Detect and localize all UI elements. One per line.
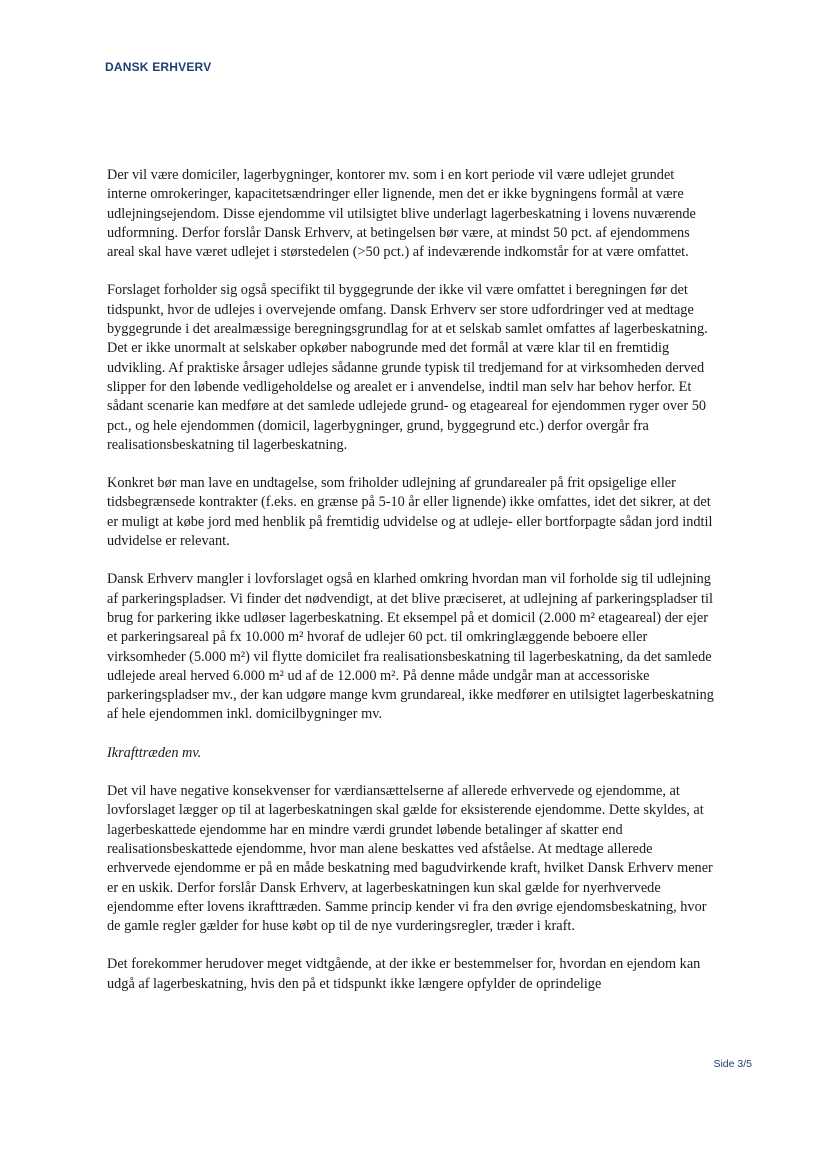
brand-header: DANSK ERHVERV (105, 60, 212, 74)
body-text (107, 166, 717, 994)
paragraph-ikrafttraeden: Det vil have negative konsekvenser for værdiansættelserne af allerede erhvervede og ejendomme, at lovforslaget lægger op til at lagerbeskatningen skal gælde for eksisterende ejendomme. Dette skyldes, at lagerbeskattede ejendomme har en mindre værdi grundet løbende betalinger af skatter end realisationsbeskattede ejendomme, hvor man alene beskattes ved afståelse. At medtage allerede erhvervede ejendomme er på en måde beskatning med bagudvirkende kraft, hvilket Dansk Erhverv mener er en uskik. Derfor forslår Dansk Erhverv, at lagerbeskatningen kun skal gælde for nyerhvervede ejendomme efter lovens ikrafttræden. Samme princip kender vi fra den øvrige ejendomsbeskatning, hvor de gamle regler gælder for huse købt op til de nye vurderingsregler, træder i kraft. (107, 783, 713, 935)
paragraph-parkeringspladser: Dansk Erhverv mangler i lovforslaget også en klarhed omkring hvordan man vil forholde sig til udlejning af parkeringspladser. Vi finder det nødvendigt, at det blive præciseret, at udlejning af parkeringspladser til brug for parkering ikke udløser lagerbeskatning. Et eksempel på et domicil (2.000 m² etageareal) der ejer et parkeringsareal på fx 10.000 m² hvoraf de udlejer 60 pct. til omkringlæggende beboere eller virksomheder (5.000 m²) vil flytte domicilet fra realisationsbeskatning til lagerbeskatning, da det samlede udlejede areal herved 6.000 m² ud af de 12.000 m². På denne måde undgår man at accessoriske parkeringspladser mv., der kan udgøre mange kvm grundareal, ikke medfører en utilsigtet lagerbeskatning af hele ejendommen inkl. domicilbygninger mv. (107, 571, 714, 723)
paragraph-undtagelse: Konkret bør man lave en undtagelse, som friholder udlejning af grundarealer på frit opsigelige eller tidsbegrænsede kontrakter (f.eks. en grænse på 5-10 år eller lignende) ikke omfattes, idet det sikrer, at det er muligt at købe jord med henblik på fremtidig udvidelse og at udleje- eller bortforpagte sådan jord indtil udvidelse er relevant. (107, 475, 713, 550)
paragraph-domiciler: Der vil være domiciler, lagerbygninger, kontorer mv. som i en kort periode vil være udlejet grundet interne omrokeringer, kapacitetsændringer eller lignende, men det er ikke bygningens formål at være udlejningsejendom. Disse ejendomme vil utilsigtet blive underlagt lagerbeskatning i lovens nuværende udformning. Derfor forslår Dansk Erhverv, at betingelsen bør være, at mindst 50 pct. af ejendommens areal skal have været udlejet i størstedelen (>50 pct.) af indeværende indkomstår for at være omfattet. (107, 167, 696, 261)
paragraph-closing: Det forekommer herudover meget vidtgående, at der ikke er bestemmelser for, hvordan en ejendom kan udgå af lagerbeskatning, hvis den på et tidspunkt ikke længere opfylder de oprindelige (107, 956, 701, 992)
page-number: Side 3/5 (713, 1058, 752, 1070)
section-heading-ikrafttraeden: Ikrafttræden mv. (107, 744, 202, 761)
paragraph-byggegrunde: Forslaget forholder sig også specifikt til byggegrunde der ikke vil være omfattet i beregningen før det tidspunkt, hvor de udlejes i overvejende omfang. Dansk Erhverv ser store udfordringer ved at medtage byggegrunde i det arealmæssige beregningsgrundlag for at et selskab samlet omfattes af lagerbeskatning. Det er ikke unormalt at selskaber opkøber nabogrunde med det formål at være klar til en fremtidig udvikling. Af praktiske årsager udlejes sådanne grunde typisk til tredjemand for at virksomheden derved slipper for den løbende vedligeholdelse og arealet er i anvendelse, indtil man selv har behov herfor. Et sådant scenarie kan medføre at det samlede udlejede grund- og etageareal for ejendommen ryger over 50 pct., og hele ejendommen (domicil, lagerbygninger, grund, byggegrund etc.) derfor overgår fra realisationsbeskatning til lagerbeskatning. (107, 282, 708, 453)
